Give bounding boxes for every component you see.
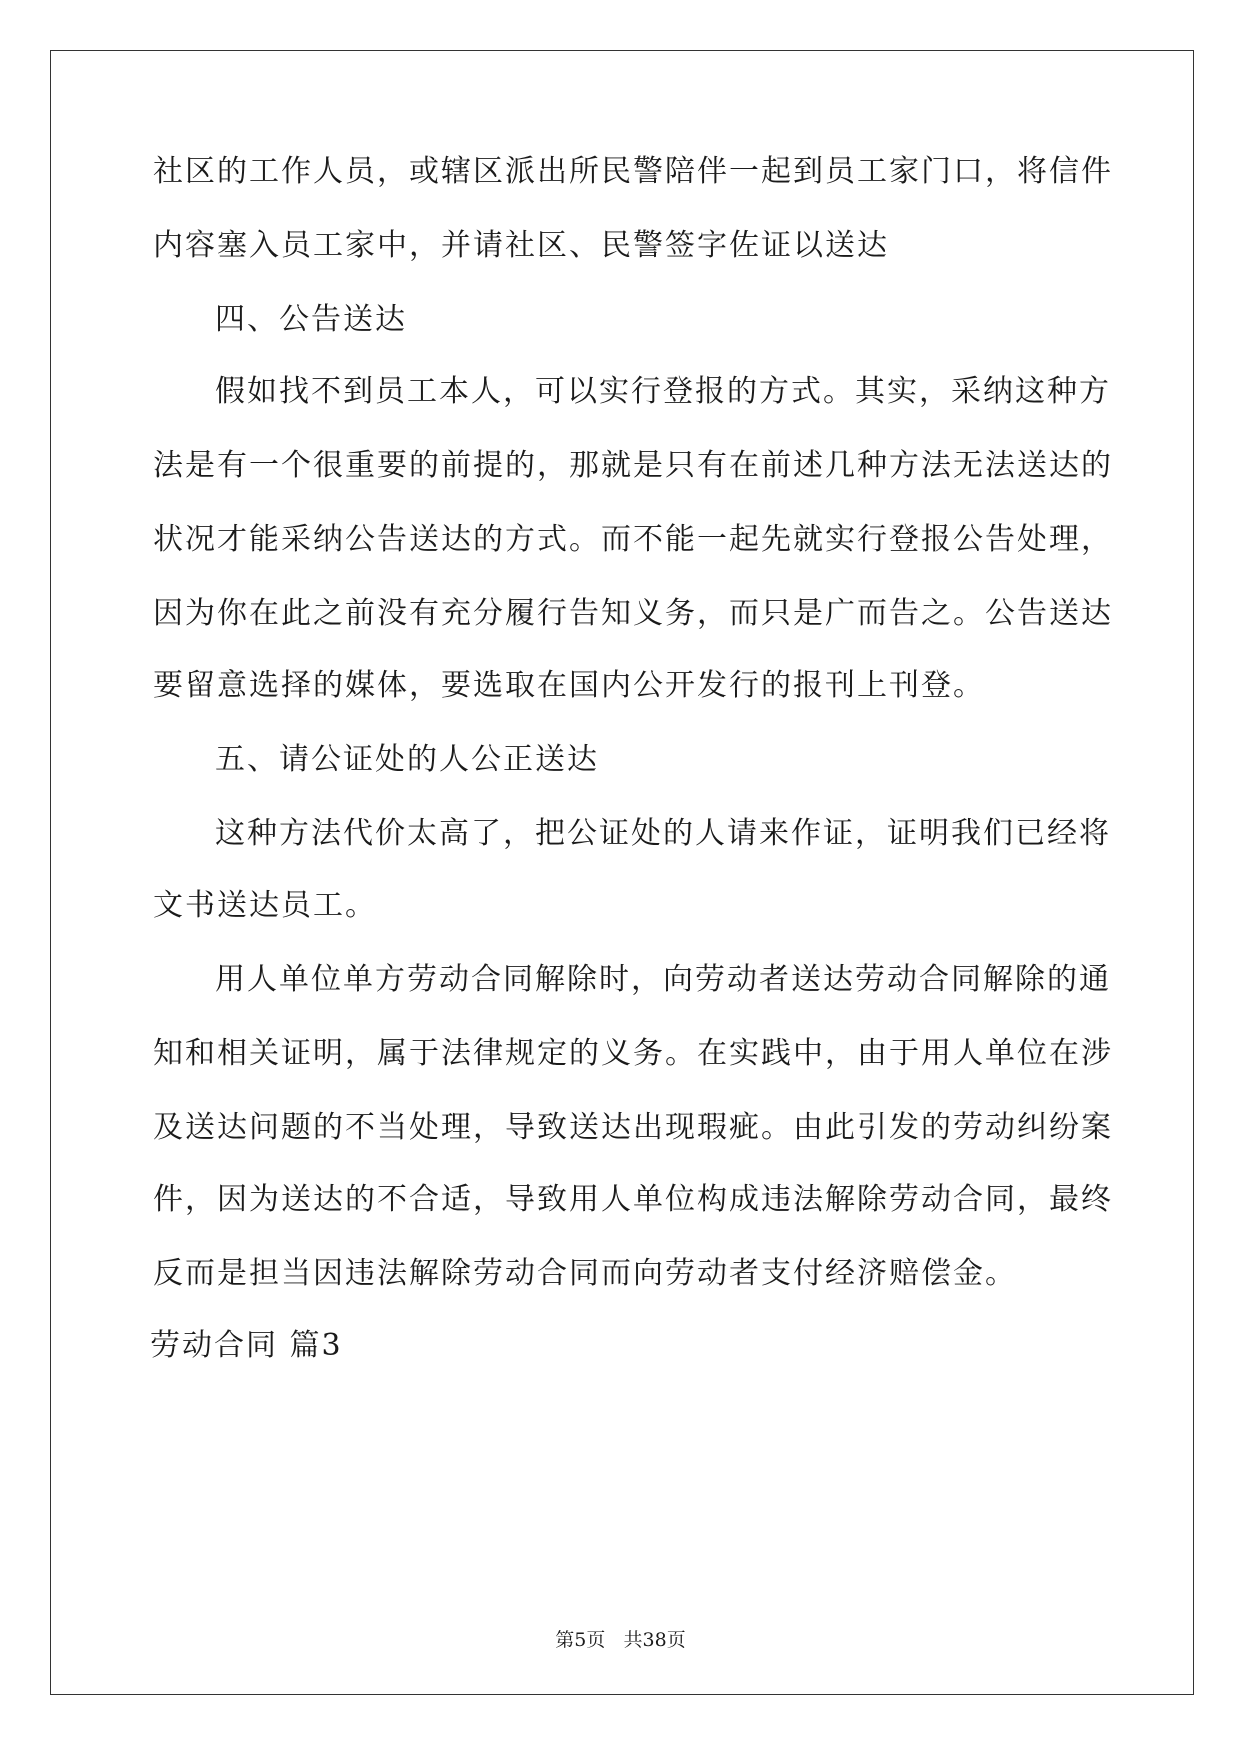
page-footer: [0, 1628, 1241, 1652]
footer-suffix: 页: [666, 1629, 686, 1651]
body-line: 知和相关证明，属于法律规定的义务。在实践中，由于用人单位在涉: [153, 1036, 1113, 1071]
body-line: 社区的工作人员，或辖区派出所民警陪伴一起到员工家门口，将信件: [153, 154, 1113, 189]
section-heading: 四、公告送达: [215, 302, 407, 337]
body-line: 假如找不到员工本人，可以实行登报的方式。其实，采纳这种方: [215, 374, 1111, 409]
section-heading: 五、请公证处的人公正送达: [215, 742, 599, 777]
body-line: 及送达问题的不当处理，导致送达出现瑕疵。由此引发的劳动纠纷案: [153, 1110, 1113, 1145]
body-line: 法是有一个很重要的前提的，那就是只有在前述几种方法无法送达的: [153, 448, 1113, 483]
body-line: 反而是担当因违法解除劳动合同而向劳动者支付经济赔偿金。: [153, 1256, 1017, 1291]
body-line: 这种方法代价太高了，把公证处的人请来作证，证明我们已经将: [215, 816, 1111, 851]
body-line: 文书送达员工。: [153, 888, 377, 923]
footer-prefix: 第: [555, 1629, 575, 1651]
body-line: 用人单位单方劳动合同解除时，向劳动者送达劳动合同解除的通: [215, 962, 1111, 997]
body-line: 要留意选择的媒体，要选取在国内公开发行的报刊上刊登。: [153, 668, 985, 703]
article-heading: 劳动合同 篇3: [150, 1328, 343, 1363]
footer-total-pages: 38: [642, 1629, 667, 1651]
body-line: 内容塞入员工家中，并请社区、民警签字佐证以送达: [153, 228, 889, 263]
footer-page-number: 5: [574, 1629, 587, 1651]
body-line: 状况才能采纳公告送达的方式。而不能一起先就实行登报公告处理，: [153, 522, 1113, 557]
page-border: [50, 50, 1194, 1695]
body-line: 因为你在此之前没有充分履行告知义务，而只是广而告之。公告送达: [153, 596, 1113, 631]
footer-middle: 页 共: [586, 1629, 643, 1651]
body-line: 件，因为送达的不合适，导致用人单位构成违法解除劳动合同，最终: [153, 1182, 1113, 1217]
